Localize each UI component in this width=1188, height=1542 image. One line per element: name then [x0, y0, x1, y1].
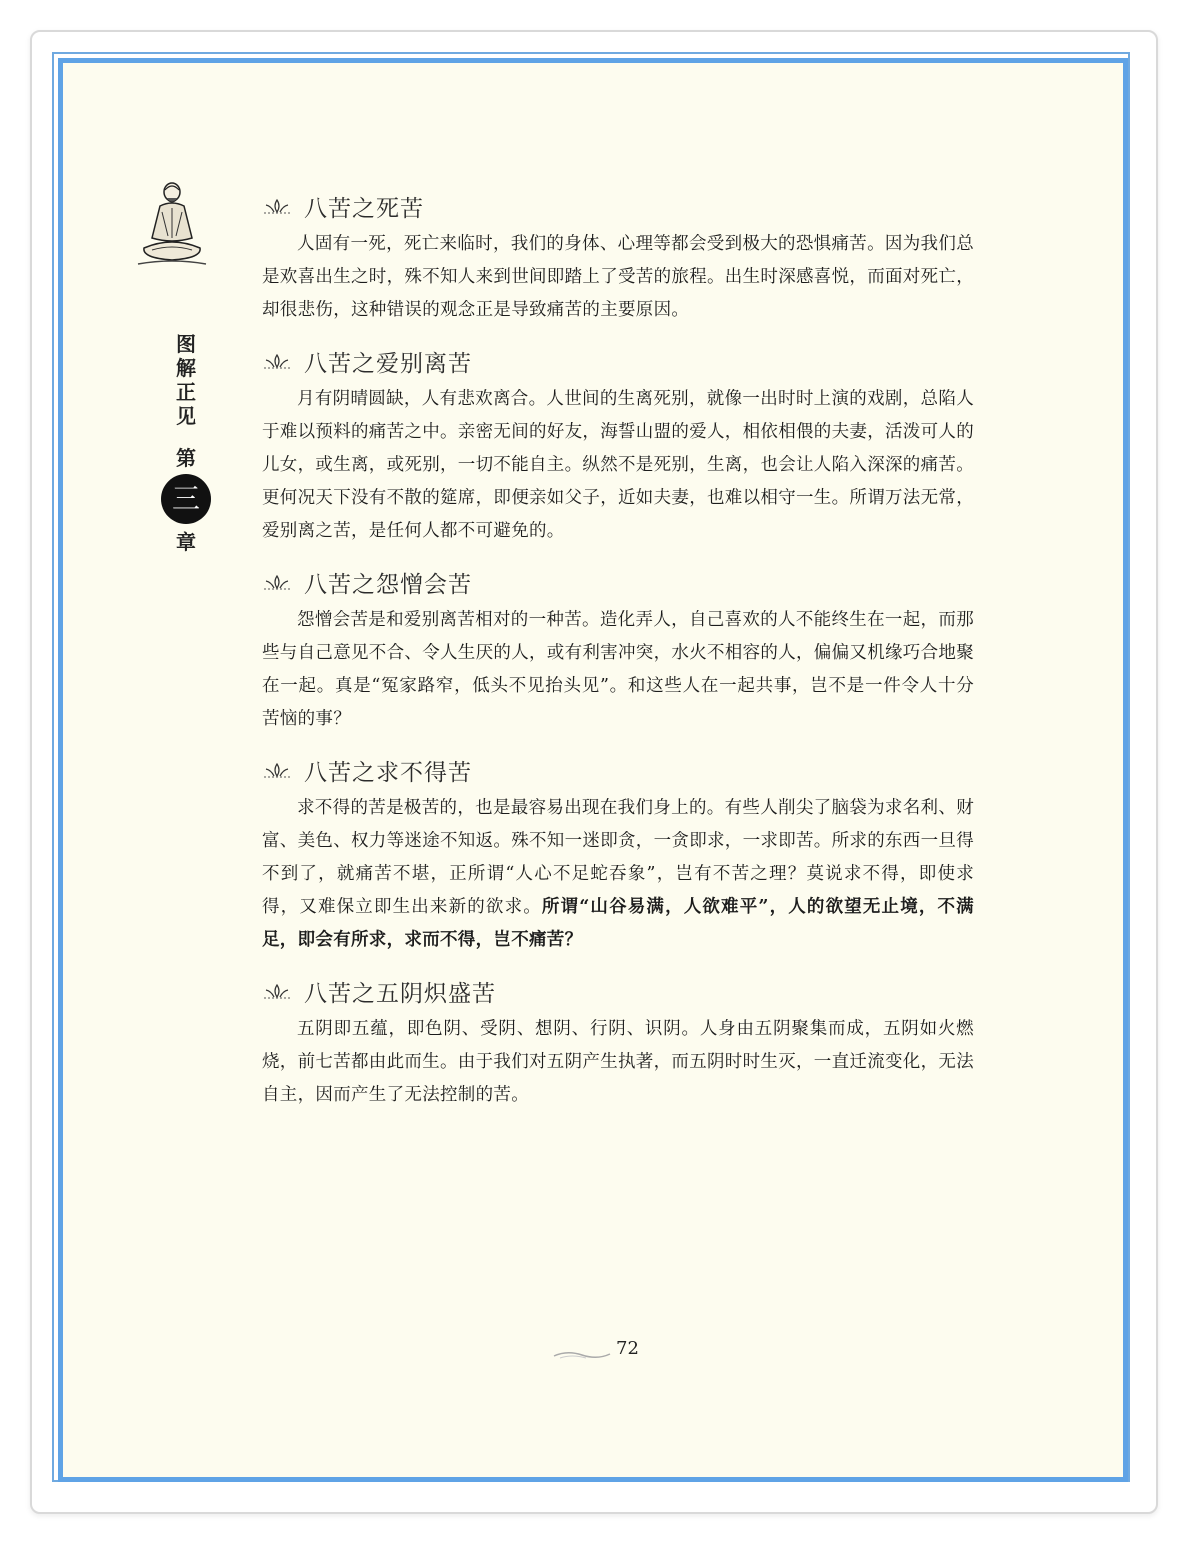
lotus-icon [262, 573, 292, 591]
section-separation-suffering [262, 341, 974, 548]
section-header [262, 971, 974, 1011]
section-resentment-suffering [262, 562, 974, 736]
section-header [262, 186, 974, 226]
paragraph-bold-text: 所谓“山谷易满，人欲难平”，人的欲望无止境，不满足，即会有所求，求而不得，岂不痛苦？ [262, 897, 974, 950]
lotus-icon [262, 352, 292, 370]
section-five-aggregates-suffering [262, 971, 974, 1112]
lotus-icon [262, 761, 292, 779]
section-heading: 八苦之五阴炽盛苦 [304, 980, 496, 1007]
section-header [262, 750, 974, 790]
chapter-sidebar [160, 332, 212, 554]
section-paragraph: 月有阴晴圆缺，人有悲欢离合。人世间的生离死别，就像一出时时上演的戏剧，总陷人于难以预料的痛苦之中。亲密无间的好友，海誓山盟的爱人，相依相偎的夫妻，活泼可人的儿女，或生离，或死别，一切不能自主。纵然不是死别，生离，也会让人陷入深深的痛苦。更何况天下没有不散的筵席，即便亲如父子，近如夫妻，也难以相守一生。所谓万法无常，爱别离之苦，是任何人都不可避免的。 [262, 389, 974, 541]
section-paragraph: 五阴即五蕴，即色阴、受阴、想阴、行阴、识阴。人身由五阴聚集而成，五阴如火燃烧，前七苦都由此而生。由于我们对五阴产生执著，而五阴时时生灭，一直迁流变化，无法自主，因而产生了无法控制的苦。 [262, 1019, 974, 1105]
lotus-icon [262, 197, 292, 215]
chapter-number-badge: 三 [161, 474, 211, 524]
section-paragraph [262, 792, 974, 957]
section-heading: 八苦之怨憎会苦 [304, 571, 472, 598]
section-heading: 八苦之爱别离苦 [304, 350, 472, 377]
section-header [262, 341, 974, 381]
section-paragraph: 人固有一死，死亡来临时，我们的身体、心理等都会受到极大的恐惧痛苦。因为我们总是欢喜出生之时，殊不知人来到世间即踏上了受苦的旅程。出生时深感喜悦，而面对死亡，却很悲伤，这种错误的观念正是导致痛苦的主要原因。 [262, 234, 974, 320]
section-heading: 八苦之求不得苦 [304, 759, 472, 786]
section-unfulfilled-suffering [262, 750, 974, 957]
page-ornament-icon [552, 1348, 612, 1362]
main-content [262, 186, 974, 1126]
book-title: 图解正见 [176, 332, 196, 428]
lotus-icon [262, 982, 292, 1000]
section-heading: 八苦之死苦 [304, 195, 424, 222]
chapter-suffix: 章 [176, 530, 196, 554]
paragraph-text: 求不得的苦是极苦的，也是最容易出现在我们身上的。有些人削尖了脑袋为求名利、财富、美色、权力等迷途不知返。殊不知一迷即贪，一贪即求，一求即苦。所求的东西一旦得不到了，就痛苦不堪，正所谓“人心不足蛇吞象”，岂有不苦之理？莫说求不得，即使求得，又难保立即生出来新的欲求。 [262, 798, 974, 917]
page-number: 72 [616, 1338, 639, 1359]
monk-illustration [132, 178, 212, 268]
section-header [262, 562, 974, 602]
section-death-suffering [262, 186, 974, 327]
chapter-prefix: 第 [176, 446, 196, 470]
section-paragraph: 怨憎会苦是和爱别离苦相对的一种苦。造化弄人，自己喜欢的人不能终生在一起，而那些与自己意见不合、令人生厌的人，或有利害冲突，水火不相容的人，偏偏又机缘巧合地聚在一起。真是“冤家路窄，低头不见抬头见”。和这些人在一起共事，岂不是一件令人十分苦恼的事？ [262, 610, 974, 729]
